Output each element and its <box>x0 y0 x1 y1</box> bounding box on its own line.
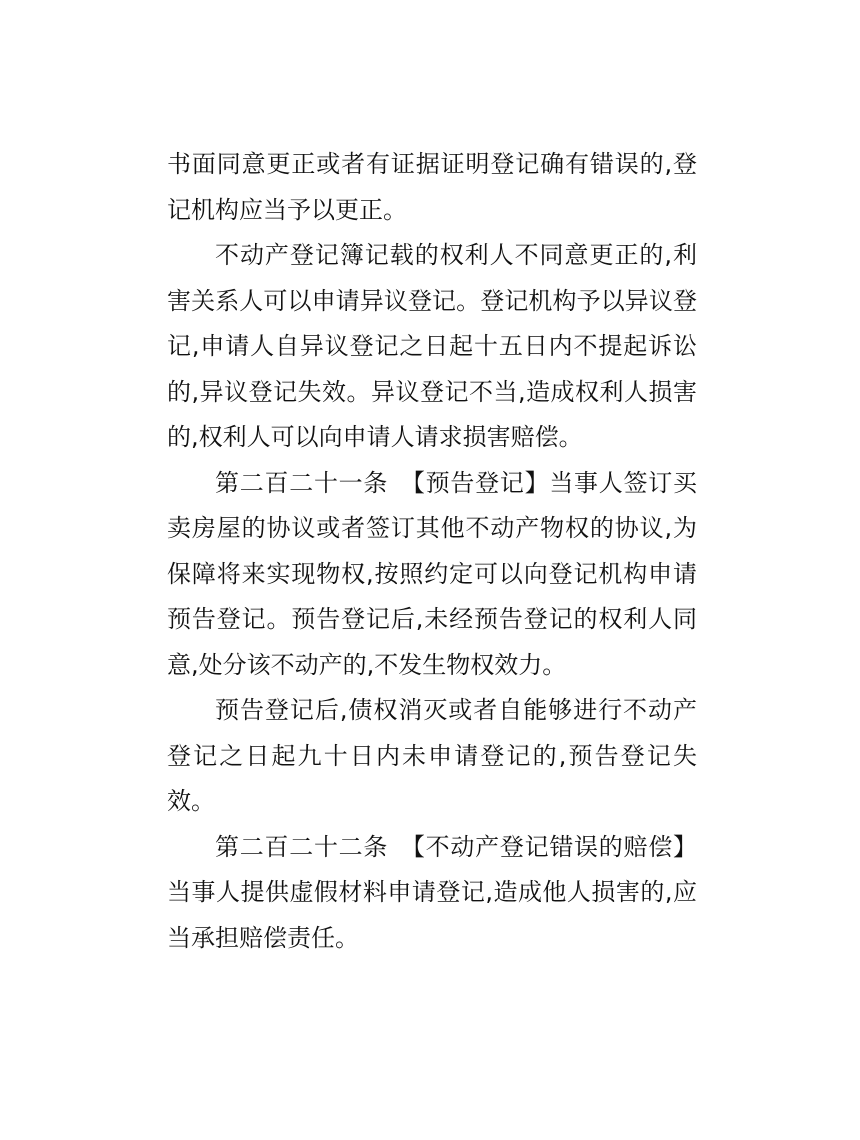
document-body <box>167 142 697 961</box>
paragraph-3-article-221: 第二百二十一条 【预告登记】当事人签订买卖房屋的协议或者签订其他不动产物权的协议,为保障将来实现物权,按照约定可以向登记机构申请预告登记。预告登记后,未经预告登记的权利人同意,处分该不动产的,不发生物权效力。 <box>167 468 697 679</box>
paragraph-1: 书面同意更正或者有证据证明登记确有错误的,登记机构应当予以更正。 <box>167 150 697 224</box>
paragraph-4: 预告登记后,债权消灭或者自能够进行不动产登记之日起九十日内未申请登记的,预告登记失效。 <box>167 696 697 815</box>
paragraph-2: 不动产登记簿记载的权利人不同意更正的,利害关系人可以申请异议登记。登记机构予以异议登记,申请人自异议登记之日起十五日内不提起诉讼的,异议登记失效。异议登记不当,造成权利人损害的,权利人可以向申请人请求损害赔偿。 <box>167 241 697 451</box>
paragraph-5-article-222: 第二百二十二条 【不动产登记错误的赔偿】当事人提供虚假材料申请登记,造成他人损害的,应当承担赔偿责任。 <box>167 832 697 952</box>
